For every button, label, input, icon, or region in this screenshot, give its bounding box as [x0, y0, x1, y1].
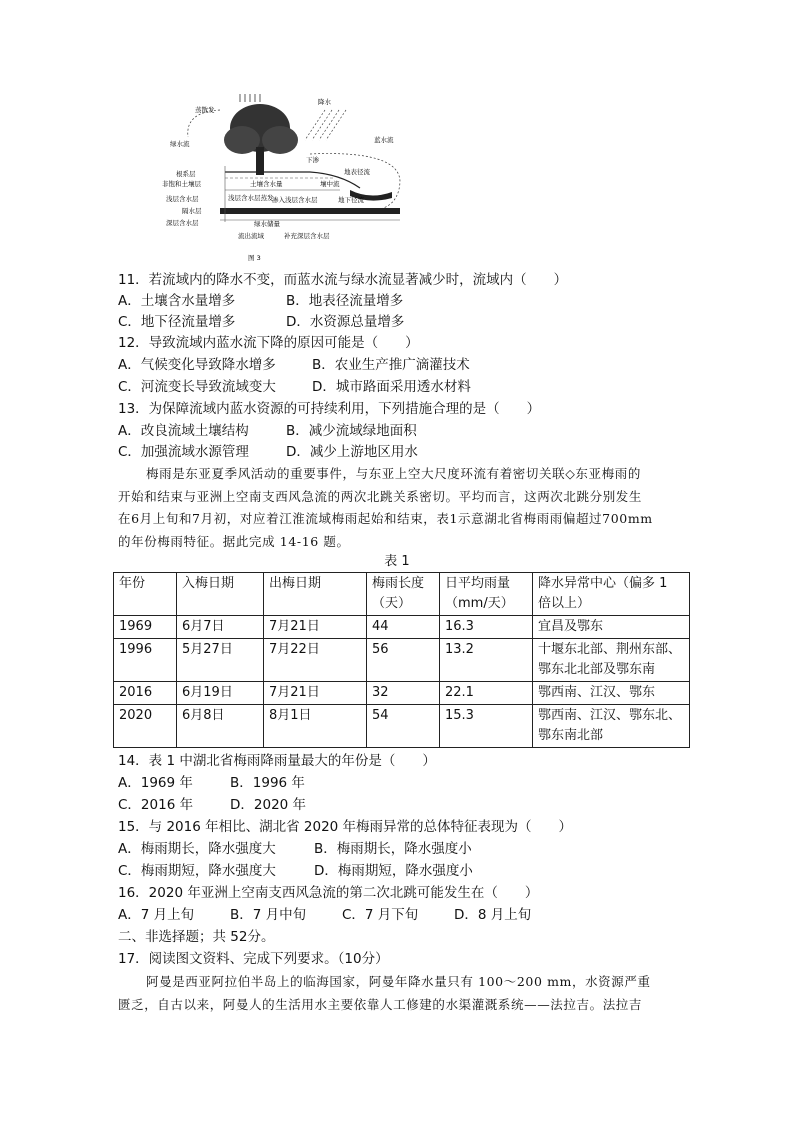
passage-oman	[118, 971, 688, 1016]
question-14-option-c: C．2016 年	[118, 797, 194, 813]
question-16-option-d: D．8 月上旬	[454, 907, 532, 923]
question-13-option-d: D．减少上游地区用水	[286, 444, 418, 460]
table-header-cell: 出梅日期	[264, 573, 367, 616]
water-cycle-figure	[160, 92, 420, 264]
passage-meiyu-line: 开始和结束与亚洲上空南支西风急流的两次北跳关系密切。平均而言，这两次北跳分别发生	[118, 488, 643, 504]
question-14-option-b: B．1996 年	[230, 775, 305, 791]
question-14-option-a: A．1969 年	[118, 775, 193, 791]
fig-label-green-storage: 绿水储量	[254, 220, 280, 228]
fig-label-shallow-aquifer: 浅层含水层	[166, 195, 199, 203]
fig-label-root-layer: 根系层	[176, 170, 196, 178]
question-11-option-d: D．水资源总量增多	[286, 314, 405, 330]
question-17-stem: 17．阅读图文资料、完成下列要求。（10分）	[118, 951, 389, 967]
question-14-option-d: D．2020 年	[230, 797, 307, 813]
passage-meiyu-line: 梅雨是东亚夏季风活动的重要事件，与东亚上空大尺度环流有着密切关联◇东亚梅雨的	[146, 466, 641, 481]
table-cell: 十堰东北部、荆州东部、鄂东北北部及鄂东南	[533, 639, 690, 682]
question-15-option-d: D．梅雨期短，降水强度小	[314, 863, 473, 879]
table-cell: 13.2	[440, 639, 533, 682]
passage-meiyu	[118, 463, 688, 553]
question-13-option-c: C．加强流域水源管理	[118, 444, 249, 460]
table-header-cell: 日平均雨量（mm/天）	[440, 573, 533, 616]
fig-label-shallow-evap: 浅层含水层蒸发	[228, 194, 274, 202]
table-cell: 鄂西南、江汉、鄂东	[533, 682, 690, 705]
table-header-cell: 入梅日期	[177, 573, 264, 616]
fig-label-soil-water: 土壤含水量	[250, 180, 283, 188]
table-cell: 15.3	[440, 705, 533, 748]
table-cell: 6月8日	[177, 705, 264, 748]
passage-oman-line: 阿曼是西亚阿拉伯半岛上的临海国家，阿曼年降水量只有 100～200 mm，水资源严重	[146, 974, 651, 989]
section-2-heading: 二、非选择题；共 52分。	[118, 929, 275, 945]
fig-label-evaporation: 蒸散发	[195, 106, 215, 114]
fig-caption: 图 3	[248, 254, 261, 262]
table-row	[114, 639, 690, 682]
question-12-option-b: B．农业生产推广滴灌技术	[312, 357, 470, 373]
meiyu-table	[113, 572, 690, 748]
fig-label-interflow: 壤中流	[320, 180, 340, 188]
question-15-option-c: C．梅雨期短，降水强度大	[118, 863, 276, 879]
question-12-option-c: C．河流变长导致流域变大	[118, 379, 276, 395]
question-11-option-b: B．地表径流量增多	[286, 293, 404, 309]
table-cell: 1969	[114, 616, 177, 639]
question-13-stem: 13．为保障流域内蓝水资源的可持续利用，下列措施合理的是（ ）	[118, 401, 541, 417]
table-cell: 54	[367, 705, 440, 748]
fig-label-recharge-shallow: 渗入浅层含水层	[272, 196, 318, 204]
table-cell: 6月19日	[177, 682, 264, 705]
fig-label-outflow: 流出流域	[238, 232, 264, 240]
question-15-stem: 15．与 2016 年相比、湖北省 2020 年梅雨异常的总体特征表现为（ ）	[118, 819, 573, 835]
table-header-cell: 梅雨长度（天）	[367, 573, 440, 616]
table-cell: 7月21日	[264, 616, 367, 639]
question-16-stem: 16．2020 年亚洲上空南支西风急流的第二次北跳可能发生在（ ）	[118, 885, 539, 901]
table-header-row	[114, 573, 690, 616]
table-cell: 7月22日	[264, 639, 367, 682]
fig-label-groundwater-runoff: 地下径流	[338, 196, 364, 204]
table-cell: 8月1日	[264, 705, 367, 748]
question-11-stem: 11．若流域内的降水不变，而蓝水流与绿水流显著减少时，流域内（ ）	[118, 272, 568, 288]
fig-label-infiltration: 下渗	[306, 156, 319, 164]
question-12-stem: 12．导致流域内蓝水流下降的原因可能是（ ）	[118, 335, 419, 351]
table-cell: 44	[367, 616, 440, 639]
question-13-option-a: A．改良流域土壤结构	[118, 423, 249, 439]
table-cell: 22.1	[440, 682, 533, 705]
fig-label-recharge-deep: 补充深层含水层	[284, 232, 330, 240]
question-12-option-d: D．城市路面采用透水材料	[312, 379, 471, 395]
table-header-cell: 降水异常中心（偏多 1 倍以上）	[533, 573, 690, 616]
passage-oman-line: 匮乏，自古以来，阿曼人的生活用水主要依靠人工修建的水渠灌溉系统——法拉吉。法拉吉	[118, 996, 643, 1012]
question-12-option-a: A．气候变化导致降水增多	[118, 357, 276, 373]
tree-icon	[224, 104, 298, 175]
table-cell: 2020	[114, 705, 177, 748]
question-14-stem: 14．表 1 中湖北省梅雨降雨量最大的年份是（ ）	[118, 753, 436, 769]
table-cell: 宜昌及鄂东	[533, 616, 690, 639]
table-caption: 表 1	[384, 554, 410, 569]
fig-label-unsat-layer: 非饱和土壤层	[162, 180, 201, 188]
table-header-cell: 年份	[114, 573, 177, 616]
table-cell: 7月21日	[264, 682, 367, 705]
table-cell: 16.3	[440, 616, 533, 639]
question-15-option-a: A．梅雨期长，降水强度大	[118, 841, 276, 857]
table-cell: 56	[367, 639, 440, 682]
table-cell: 32	[367, 682, 440, 705]
fig-label-precip: 降水	[318, 98, 331, 106]
table-row	[114, 682, 690, 705]
passage-meiyu-line: 的年份梅雨特征。据此完成 14-16 题。	[118, 533, 350, 549]
question-16-option-b: B．7 月中旬	[230, 907, 307, 923]
table-cell: 5月27日	[177, 639, 264, 682]
fig-label-blue-flow: 蓝水流	[374, 136, 394, 144]
table-row	[114, 705, 690, 748]
table-cell: 鄂西南、江汉、鄂东北、鄂东南北部	[533, 705, 690, 748]
question-13-option-b: B．减少流域绿地面积	[286, 423, 417, 439]
fig-label-green-flow: 绿水流	[170, 140, 190, 148]
question-11-option-a: A．土壤含水量增多	[118, 293, 236, 309]
table-cell: 6月7日	[177, 616, 264, 639]
passage-meiyu-line: 在6月上旬和7月初，对应着江淮流域梅雨起始和结束，表1示意湖北省梅雨雨偏超过700mm	[118, 511, 653, 526]
table-cell: 2016	[114, 682, 177, 705]
fig-label-aquitard: 隔水层	[182, 207, 202, 215]
question-11-option-c: C．地下径流量增多	[118, 314, 236, 330]
table-row	[114, 616, 690, 639]
table-cell: 1996	[114, 639, 177, 682]
question-16-option-c: C．7 月下旬	[342, 907, 419, 923]
fig-label-surface-runoff: 地表径流	[344, 168, 370, 176]
question-15-option-b: B．梅雨期长，降水强度小	[314, 841, 472, 857]
fig-label-deep-aquifer: 深层含水层	[166, 219, 199, 227]
question-16-option-a: A．7 月上旬	[118, 907, 195, 923]
